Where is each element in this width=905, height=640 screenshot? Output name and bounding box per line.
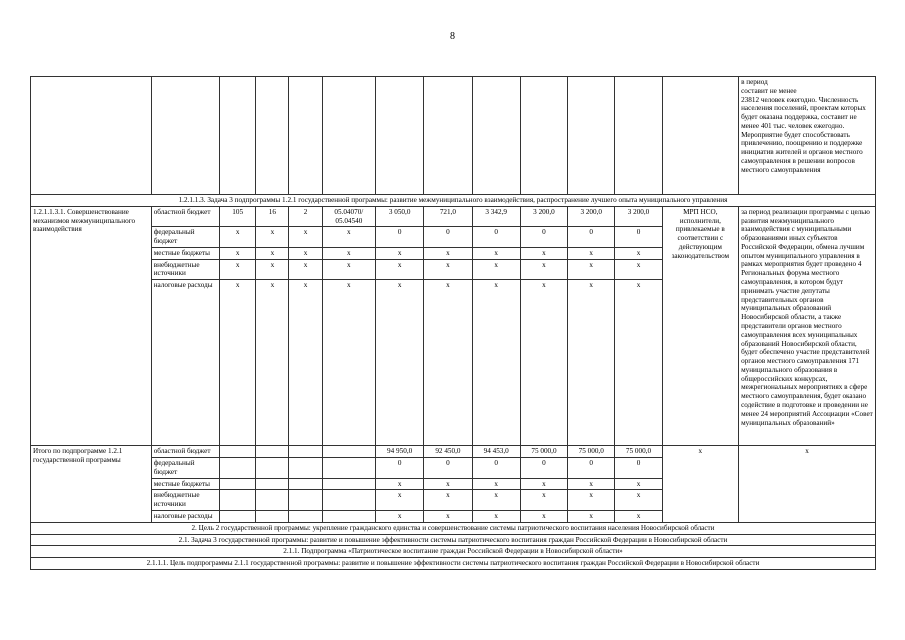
continuation-result-cell: в период составит не менее 23812 человек ежегодно. Численность населения поселений, проектам которых будет оказана поддержка, составит не менее 401 тыс. человек ежегодно. Мероприятие будет способствовать привлечению, поощрению и поддержке инициатив жителей и органов местного самоуправления в решении вопросов местного самоуправления [739, 77, 876, 195]
value-cell: 0 [472, 458, 520, 479]
value-cell: 94 453,0 [472, 446, 520, 458]
code-cell: x [289, 247, 322, 259]
value-cell: x [424, 490, 472, 511]
measure-executor: МРП НСО, исполнители, привлекаемые в соответствии с действующим законодательством [662, 206, 738, 445]
value-cell: x [520, 478, 567, 490]
value-cell: x [472, 510, 520, 522]
value-cell: x [568, 280, 615, 446]
value-cell: x [615, 478, 662, 490]
value-cell: x [568, 478, 615, 490]
value-cell: x [615, 510, 662, 522]
value-cell: x [568, 247, 615, 259]
program-table [30, 76, 876, 570]
code-cell: x [220, 280, 256, 446]
source-cell: местные бюджеты [151, 478, 219, 490]
value-cell: 0 [424, 458, 472, 479]
code-cell: x [289, 259, 322, 280]
value-cell: x [568, 510, 615, 522]
subprogram-goal-row [31, 558, 876, 570]
value-cell: x [615, 280, 662, 446]
source-cell: налоговые расходы [151, 280, 219, 446]
value-cell: x [472, 280, 520, 446]
code-cell: 16 [256, 206, 289, 227]
value-cell: 3 200,0 [568, 206, 615, 227]
code-cell: x [256, 227, 289, 248]
value-cell: 75 000,0 [520, 446, 567, 458]
value-cell: 0 [520, 458, 567, 479]
task3-header-row [31, 195, 876, 207]
source-cell: федеральный бюджет [151, 227, 219, 248]
value-cell: x [375, 478, 423, 490]
value-cell: x [375, 490, 423, 511]
code-cell: x [322, 259, 375, 280]
code-cell: x [289, 280, 322, 446]
value-cell: x [568, 490, 615, 511]
source-cell: налоговые расходы [151, 510, 219, 522]
code-cell: x [256, 259, 289, 280]
value-cell: 75 000,0 [568, 446, 615, 458]
total-result: x [739, 446, 876, 522]
value-cell: x [424, 280, 472, 446]
total-executor: x [662, 446, 738, 522]
value-cell: 3 200,0 [520, 206, 567, 227]
measure-row [31, 206, 876, 227]
value-cell: x [615, 259, 662, 280]
task3-program-header: 2.1. Задача 3 государственной программы: развитие и повышение эффективности системы патриотического воспитания граждан Российской Федерации в Новосибирской области [31, 534, 876, 546]
code-cell: x [256, 247, 289, 259]
code-cell: x [322, 227, 375, 248]
code-cell: 2 [289, 206, 322, 227]
code-cell: 05.04070/ 05.04540 [322, 206, 375, 227]
value-cell: x [424, 259, 472, 280]
code-cell: x [220, 247, 256, 259]
value-cell: 0 [520, 227, 567, 248]
value-cell: x [424, 510, 472, 522]
value-cell: x [424, 478, 472, 490]
value-cell: x [375, 259, 423, 280]
task3-header: 1.2.1.1.3. Задача 3 подпрограммы 1.2.1 государственной программы: развитие межмуниципального взаимодействия, распространение лучшего опыта муниципального управления [31, 195, 876, 207]
value-cell: 0 [472, 227, 520, 248]
total-name: Итого по подпрограмме 1.2.1 государственной программы [31, 446, 152, 522]
source-cell: местные бюджеты [151, 247, 219, 259]
code-cell: x [322, 280, 375, 446]
value-cell: 3 200,0 [615, 206, 662, 227]
value-cell: 92 450,0 [424, 446, 472, 458]
total-row [31, 446, 876, 458]
value-cell: x [520, 259, 567, 280]
task-row [31, 534, 876, 546]
code-cell: x [256, 280, 289, 446]
goal-row [31, 522, 876, 534]
source-cell: федеральный бюджет [151, 458, 219, 479]
source-cell: областной бюджет [151, 446, 219, 458]
value-cell: x [375, 510, 423, 522]
code-cell: 105 [220, 206, 256, 227]
value-cell: 0 [375, 458, 423, 479]
value-cell: 721,0 [424, 206, 472, 227]
value-cell: x [568, 259, 615, 280]
value-cell: 0 [615, 227, 662, 248]
value-cell: 0 [424, 227, 472, 248]
measure-name: 1.2.1.1.3.1. Совершенствование механизмов межмуниципального взаимодействия [31, 206, 152, 445]
subprogram-header: 2.1.1. Подпрограмма «Патриотическое воспитание граждан Российской Федерации в Новосибирской области» [31, 546, 876, 558]
code-cell: x [322, 247, 375, 259]
value-cell: x [520, 510, 567, 522]
value-cell: x [615, 490, 662, 511]
value-cell: 0 [568, 458, 615, 479]
code-cell: x [220, 227, 256, 248]
value-cell: x [520, 490, 567, 511]
measure-result: за период реализации программы с целью развития межмуниципального взаимодействия с муниципальными образованиями иных субъектов Российской Федерации, обмена лучшим опытом муниципального управления в рамках мероприятия будет проведено 4 Региональных форума местного самоуправления, в котором будут принимать участие депутаты представительных органов муниципальных образований Новосибирской области, а также представители органов местного самоуправления всех муниципальных образований Новосибирской области, будет обеспечено участие представителей органов местного самоуправления 171 муниципального образования в общероссийских конкурсах, межрегиональных мероприятиях в сфере местного самоуправления, будет оказано содействие в подготовке и проведении не менее 24 мероприятий Ассоциации «Совет муниципальных образований» [739, 206, 876, 445]
value-cell: 0 [375, 227, 423, 248]
page-number: 8 [450, 31, 455, 42]
value-cell: x [375, 280, 423, 446]
value-cell: x [520, 247, 567, 259]
source-cell: внебюджетные источники [151, 259, 219, 280]
value-cell: x [615, 247, 662, 259]
value-cell: 3 342,9 [472, 206, 520, 227]
code-cell: x [220, 259, 256, 280]
value-cell: x [472, 490, 520, 511]
value-cell: 0 [615, 458, 662, 479]
value-cell: 3 050,0 [375, 206, 423, 227]
goal2-header: 2. Цель 2 государственной программы: укрепление гражданского единства и совершенствование системы патриотического воспитания населения Новосибирской области [31, 522, 876, 534]
continuation-row [31, 77, 876, 195]
value-cell: x [520, 280, 567, 446]
value-cell: 0 [568, 227, 615, 248]
value-cell: x [472, 259, 520, 280]
source-cell: областной бюджет [151, 206, 219, 227]
subprogram-goal-header: 2.1.1.1. Цель подпрограммы 2.1.1 государственной программы: развитие и повышение эффективности системы патриотического воспитания граждан Российской Федерации в Новосибирской области [31, 558, 876, 570]
subprogram-row [31, 546, 876, 558]
value-cell: 75 000,0 [615, 446, 662, 458]
value-cell: x [375, 247, 423, 259]
value-cell: x [424, 247, 472, 259]
source-cell: внебюджетные источники [151, 490, 219, 511]
value-cell: x [472, 247, 520, 259]
value-cell: x [472, 478, 520, 490]
value-cell: 94 950,0 [375, 446, 423, 458]
code-cell: x [289, 227, 322, 248]
